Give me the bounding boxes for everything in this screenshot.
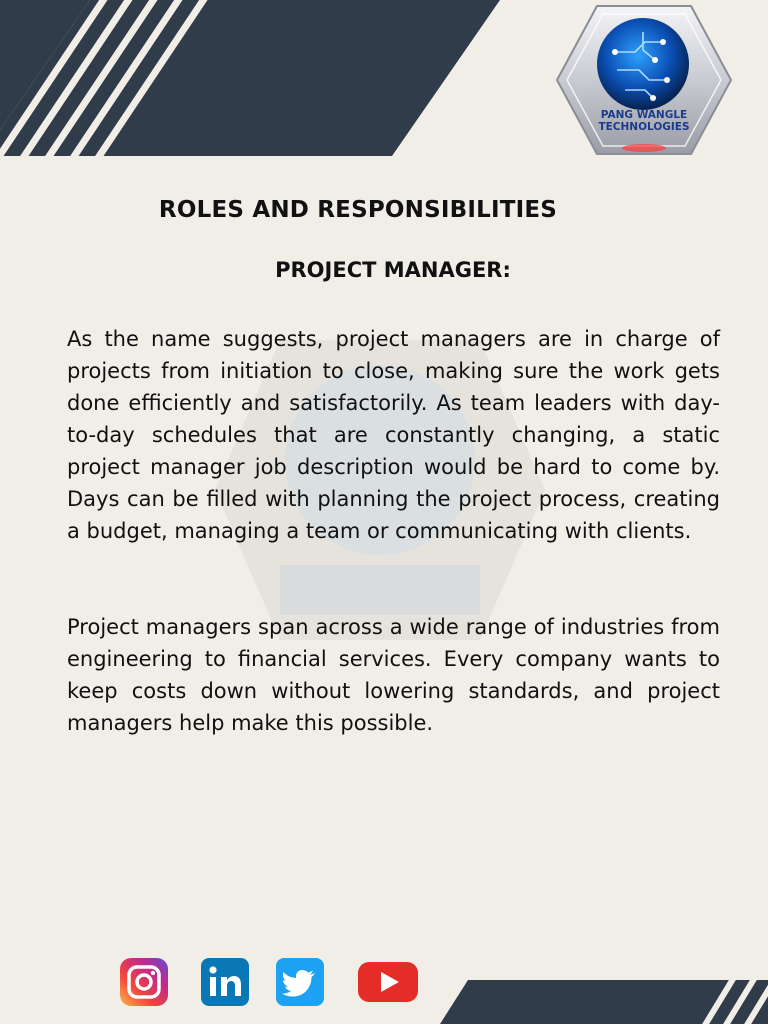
instagram-icon[interactable] bbox=[119, 958, 169, 1006]
logo-line2: TECHNOLOGIES bbox=[598, 121, 690, 133]
pang-wangle-logo bbox=[555, 2, 733, 158]
twitter-icon[interactable] bbox=[275, 958, 325, 1006]
logo-line1: PANG WANGLE bbox=[600, 109, 688, 121]
section-heading: PROJECT MANAGER: bbox=[275, 258, 511, 282]
page-title: ROLES AND RESPONSIBILITIES bbox=[158, 197, 558, 223]
linkedin-icon[interactable] bbox=[200, 958, 250, 1006]
top-banner-decoration bbox=[0, 0, 500, 156]
body-paragraph: Project managers span across a wide range of industries from engineering to financial services. Every company wants to keep costs down without lowering standards, and project managers help make this possible. bbox=[67, 615, 720, 735]
bottom-banner-decoration bbox=[440, 980, 768, 1024]
youtube-icon[interactable] bbox=[357, 960, 419, 1004]
body-paragraph: As the name suggests, project managers are in charge of projects from initiation to close, making sure the work gets done efficiently and satisfactorily. As team leaders with day-to-day schedules that are constantly changing, a static project manager job description would be hard to come by. Days can be filled with planning the project process, creating a budget, managing a team or communicating with clients. bbox=[67, 327, 720, 543]
